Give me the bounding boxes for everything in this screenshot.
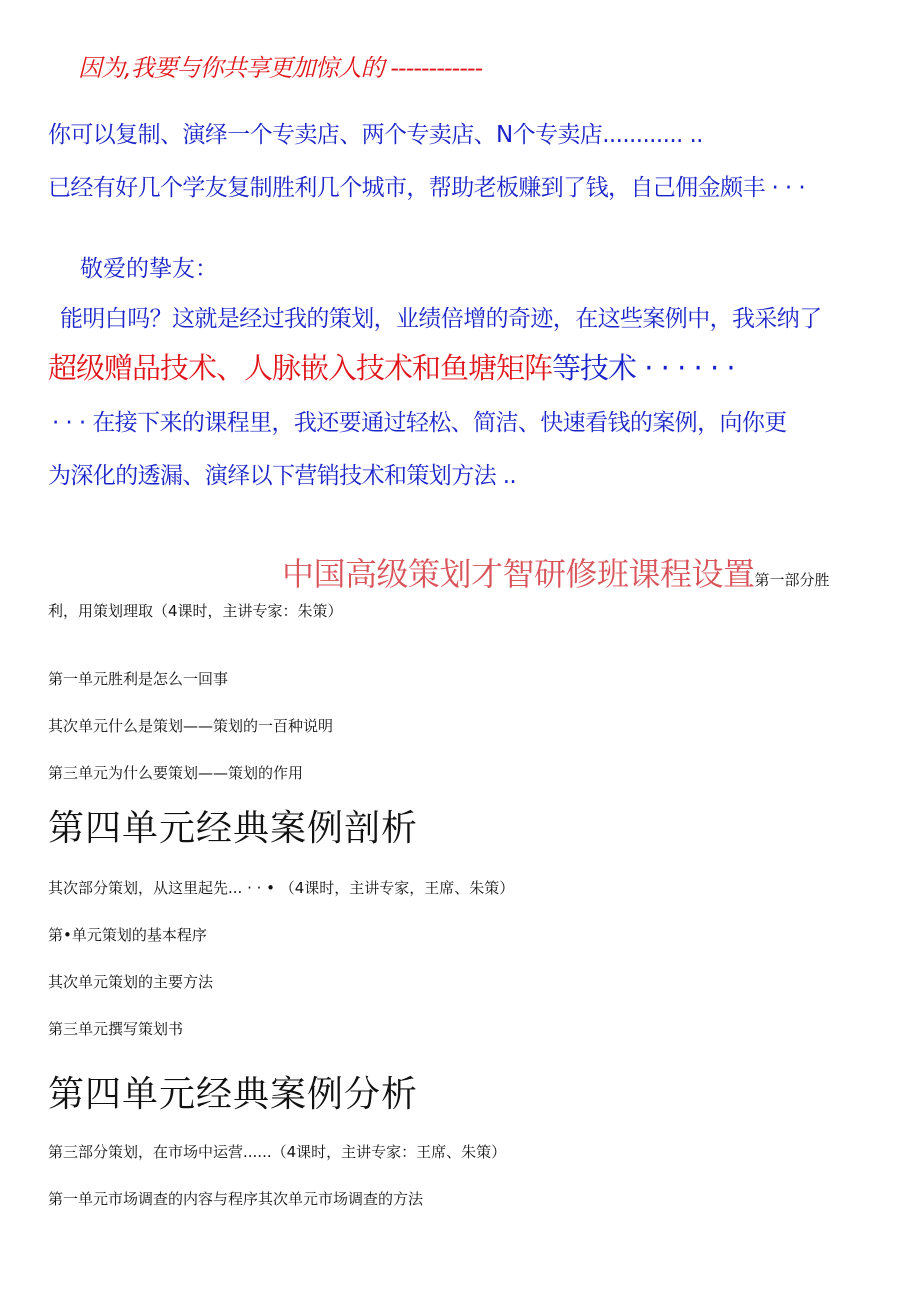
next-course-line: · · · 在接下来的课程里，我还要通过轻松、简洁、快速看钱的案例，向你更 <box>52 410 787 436</box>
part2-heading: 其次部分策划，从这里起先... · · • （4课时，主讲专家，王席、朱策） <box>48 879 515 897</box>
understand-line: 能明白吗？这就是经过我的策划，业绩倍增的奇迹，在这些案例中，我采纳了 <box>60 306 822 332</box>
part1-unit-3: 第三单元为什么要策划——策划的作用 <box>48 764 304 782</box>
part1-unit-1: 第一单元胜利是怎么一回事 <box>48 670 229 688</box>
copy-store-line: 你可以复制、演绎一个专卖店、两个专卖店、N个专卖店............ .. <box>48 122 703 148</box>
part2-unit-2: 其次单元策划的主要方法 <box>48 973 214 991</box>
part3-heading: 第三部分策划，在市场中运营......（4课时，主讲专家：王席、朱策） <box>48 1143 507 1161</box>
part2-unit-3: 第三单元撰写策划书 <box>48 1020 184 1038</box>
part3-unit-1: 第一单元市场调查的内容与程序其次单元市场调查的方法 <box>48 1190 424 1208</box>
part1-unit-2: 其次单元什么是策划——策划的一百种说明 <box>48 717 334 735</box>
greeting-line: 敬爱的挚友： <box>80 256 218 282</box>
course-title: 中国高级策划才智研修班课程设置 <box>282 555 755 593</box>
course-title-line <box>282 549 830 595</box>
techniques-highlight: 超级赠品技术、人脉嵌入技术和鱼塘矩阵 <box>48 351 553 385</box>
unit-four-heading-b: 第四单元经典案例分析 <box>48 1074 419 1115</box>
deeper-line: 为深化的透漏、演绎以下营销技术和策划方法 .. <box>48 463 517 489</box>
unit-four-heading-a: 第四单元经典案例剖析 <box>48 808 419 849</box>
techniques-line <box>48 346 735 387</box>
part1-heading: 利，用策划理取（4课时，主讲专家：朱策） <box>48 602 343 620</box>
intro-line: 因为,我要与你共享更加惊人的 ------------ <box>78 54 483 82</box>
part1-start: 第一部分胜 <box>754 571 830 589</box>
part2-unit-1: 第•单元策划的基本程序 <box>48 926 207 944</box>
success-cities-line: 已经有好几个学友复制胜利几个城市，帮助老板赚到了钱，自己佣金颇丰 · · · <box>48 175 806 201</box>
techniques-suffix: 等技术 · · · · · · <box>552 351 735 385</box>
